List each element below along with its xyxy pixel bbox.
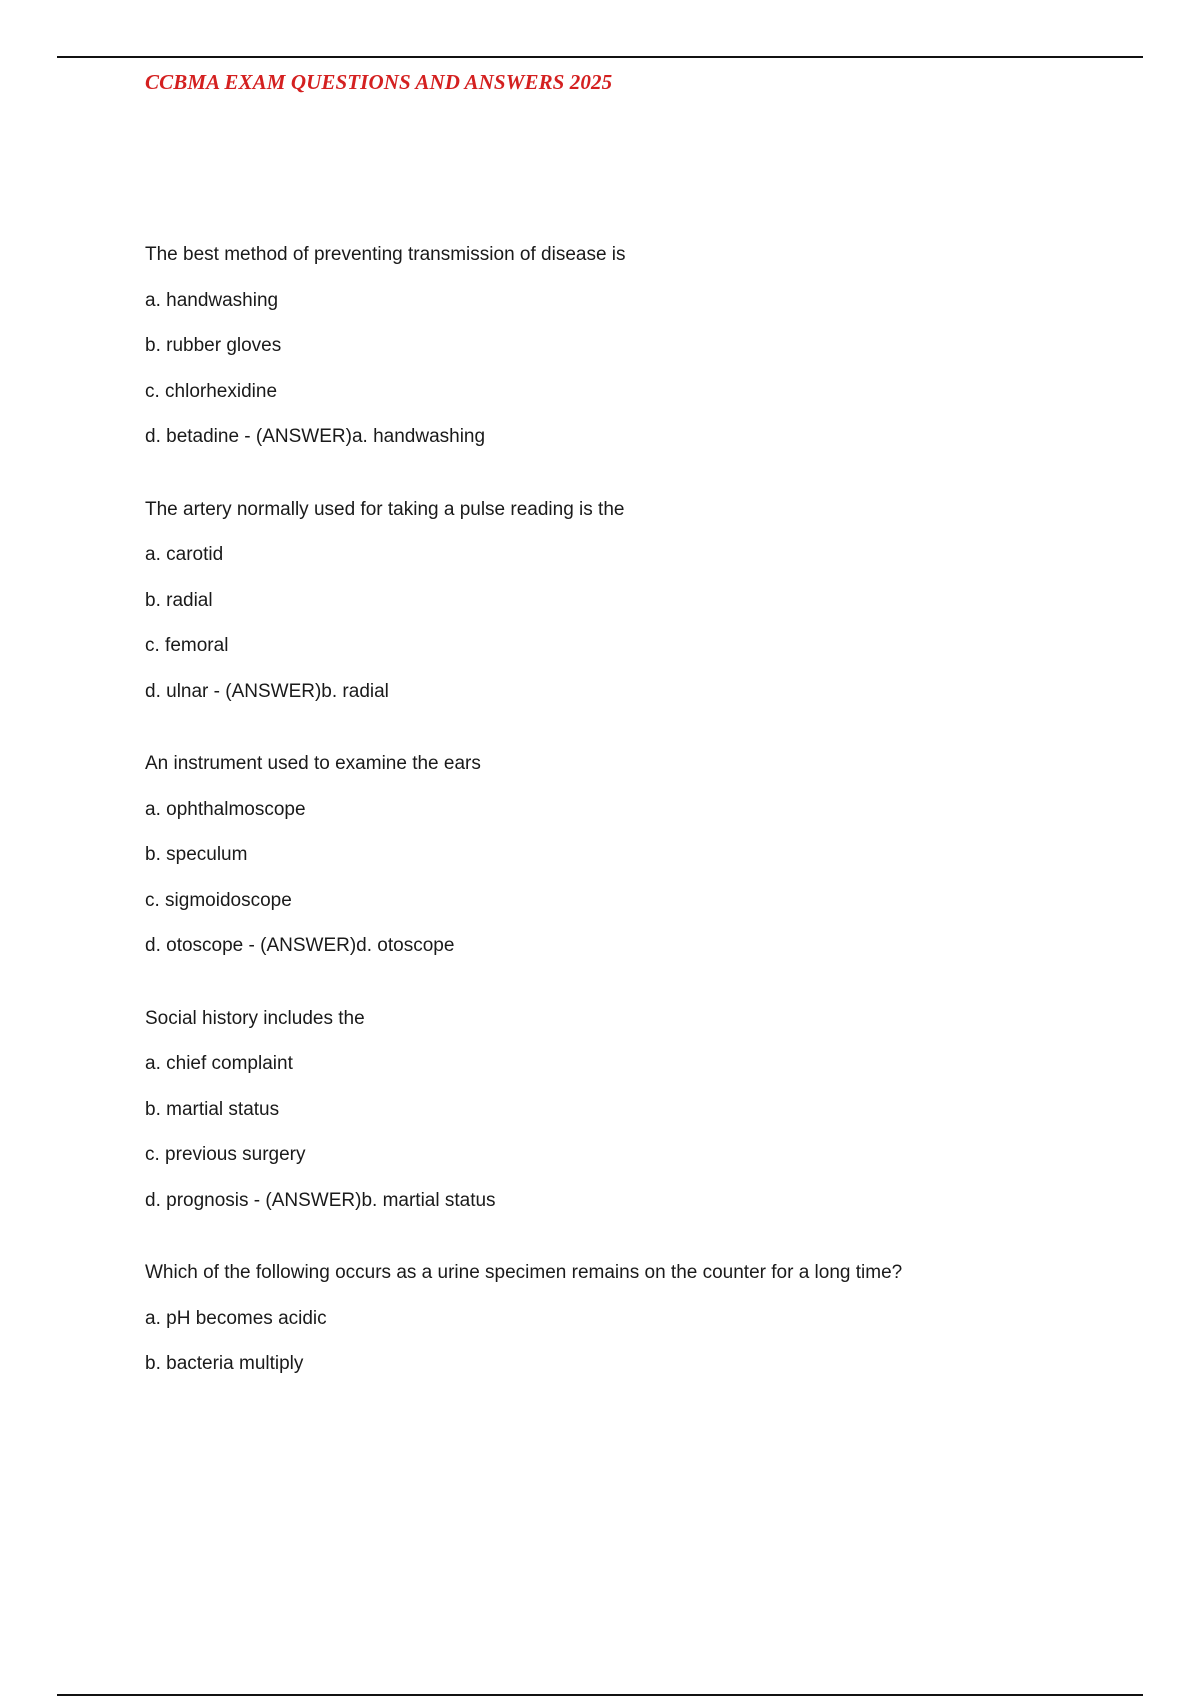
- question-3: [145, 741, 1145, 969]
- answer-option: b. rubber gloves: [145, 335, 282, 356]
- answer-option: b. speculum: [145, 844, 248, 865]
- answer-option: c. sigmoidoscope: [145, 889, 292, 911]
- question-5: [145, 1250, 1145, 1387]
- answer-option: c. femoral: [145, 635, 229, 656]
- question-prompt: An instrument used to examine the ears: [145, 753, 481, 774]
- answer-option: a. ophthalmoscope: [145, 798, 306, 820]
- question-prompt: Social history includes the: [145, 1007, 365, 1029]
- question-1: [145, 232, 1145, 460]
- question-4: [145, 996, 1145, 1224]
- answer-option: c. chlorhexidine: [145, 380, 278, 402]
- question-prompt: The best method of preventing transmission of disease is: [145, 244, 626, 265]
- answer-option: c. previous surgery: [145, 1144, 306, 1165]
- question-prompt: Which of the following occurs as a urine specimen remains on the counter for a long time?: [145, 1262, 903, 1283]
- answer-option-with-key: d. prognosis - (ANSWER)b. martial status: [145, 1189, 496, 1211]
- answer-option: b. radial: [145, 589, 213, 611]
- answer-option: a. carotid: [145, 544, 224, 565]
- footer-rule: [57, 1694, 1143, 1696]
- question-prompt: The artery normally used for taking a pulse reading is the: [145, 498, 625, 520]
- document-title: CCBMA EXAM QUESTIONS AND ANSWERS 2025: [145, 70, 613, 94]
- answer-option: a. chief complaint: [145, 1053, 293, 1074]
- answer-option-with-key: d. betadine - (ANSWER)a. handwashing: [145, 426, 486, 447]
- answer-option: b. martial status: [145, 1098, 280, 1120]
- answer-option: a. pH becomes acidic: [145, 1307, 327, 1329]
- header-rule: [57, 56, 1143, 58]
- answer-option-with-key: d. ulnar - (ANSWER)b. radial: [145, 680, 389, 702]
- answer-option-with-key: d. otoscope - (ANSWER)d. otoscope: [145, 935, 455, 956]
- question-list: [145, 232, 1145, 1414]
- answer-option: a. handwashing: [145, 289, 279, 311]
- question-2: [145, 487, 1145, 715]
- answer-option: b. bacteria multiply: [145, 1353, 304, 1374]
